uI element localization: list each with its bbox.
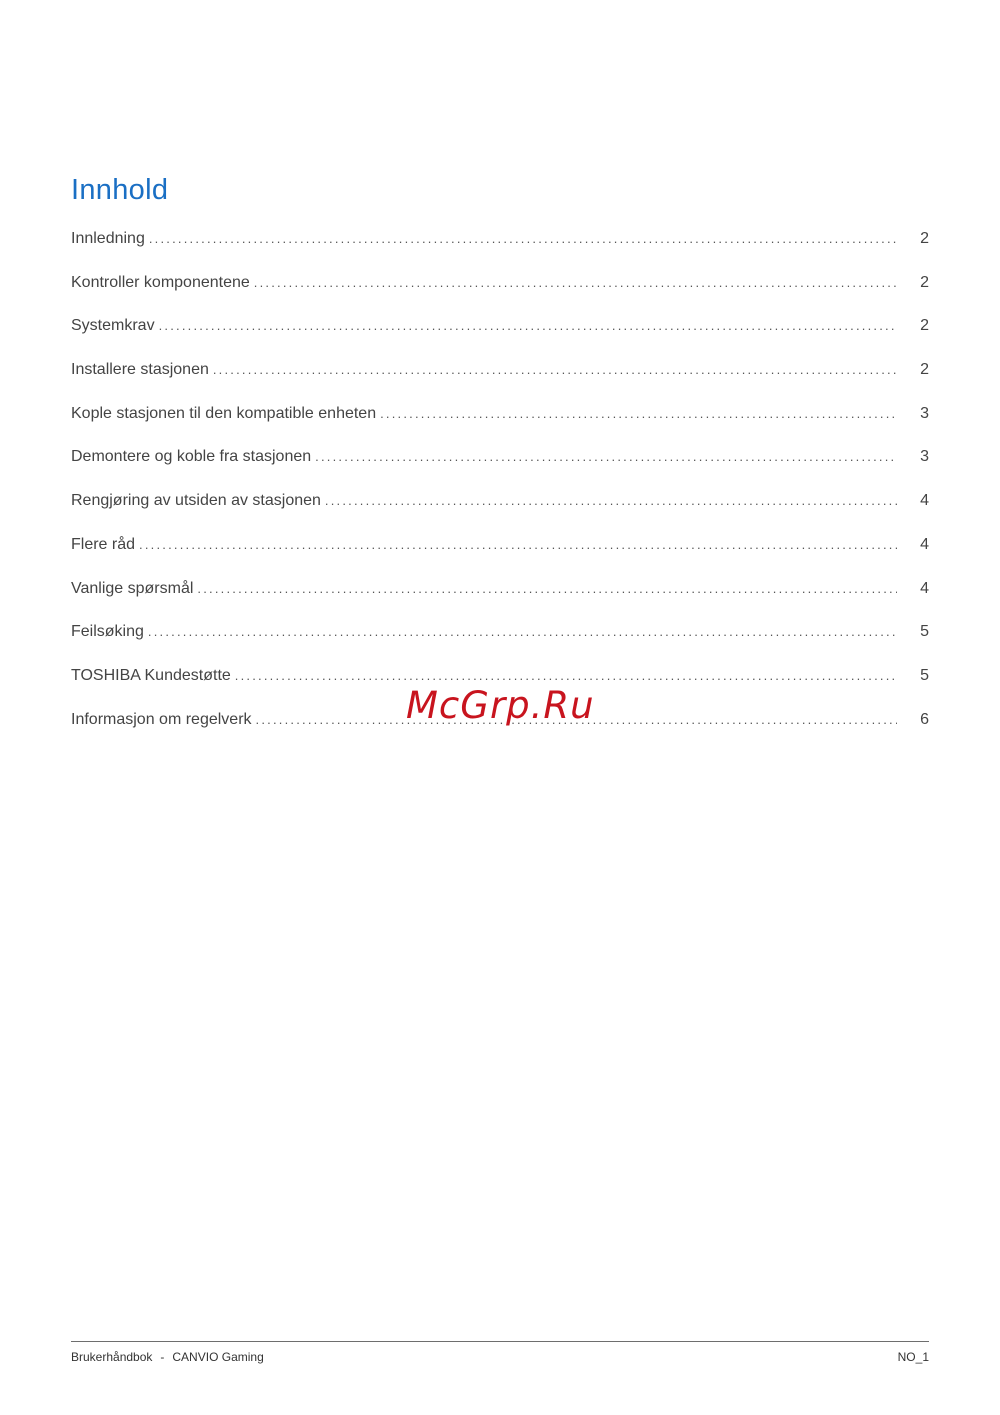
toc-entry-title: Rengjøring av utsiden av stasjonen [71,492,321,510]
toc-entry[interactable] [71,395,929,439]
toc-heading: Innhold [71,174,169,206]
toc-entry[interactable] [71,220,929,264]
toc-entry-title: Systemkrav [71,317,155,335]
toc-entry-title: Flere råd [71,535,136,553]
toc-entry-title: Kople stasjonen til den kompatible enheten [71,404,377,422]
toc-entry-title: TOSHIBA Kundestøtte [71,666,231,684]
toc-entry-page: 2 [920,230,929,247]
toc-entry-title: Installere stasjonen [71,361,209,379]
watermark-text: McGrp.Ru [406,684,595,727]
toc-leader-dots [315,438,897,476]
toc-entry[interactable] [71,351,929,395]
toc-leader-dots [159,307,897,345]
toc-entry-page: 2 [920,273,929,291]
footer-doc-title: Brukerhåndbok [71,1350,153,1364]
toc-leader-dots [197,570,897,608]
toc-leader-dots [149,220,897,258]
toc-leader-dots [148,613,897,651]
toc-entry-page: 5 [920,623,929,641]
toc-entry[interactable] [71,570,929,614]
toc-leader-dots [139,526,897,564]
footer-separator: - [160,1350,165,1364]
toc-entry[interactable] [71,482,929,526]
footer-product-name: CANVIO Gaming [172,1350,264,1364]
toc-entry-page: 2 [920,361,929,379]
toc-entry-page: 4 [920,492,929,510]
toc-entry-page: 3 [920,448,929,466]
toc-entry[interactable] [71,307,929,351]
toc-entry-page: 3 [920,404,929,422]
footer-doc-info [71,1348,264,1366]
toc-leader-dots [325,482,897,520]
toc-entry-page: 6 [920,710,929,728]
toc-leader-dots [254,264,897,302]
toc-leader-dots [213,351,897,389]
toc-entry[interactable] [71,526,929,570]
toc-entry[interactable] [71,264,929,308]
toc-entry-title: Vanlige spørsmål [71,579,194,597]
toc-list [71,220,929,744]
toc-entry-title: Demontere og koble fra stasjonen [71,448,312,466]
toc-entry-page: 4 [920,535,929,553]
page-footer [71,1348,929,1366]
toc-leader-dots [380,395,897,433]
toc-entry[interactable] [71,613,929,657]
footer-page-label: NO_1 [897,1350,929,1364]
toc-entry-title: Feilsøking [71,623,144,641]
toc-entry-page: 4 [920,579,929,597]
footer-divider [71,1341,929,1342]
toc-entry[interactable] [71,438,929,482]
toc-entry-page: 2 [920,317,929,335]
toc-entry-page: 5 [920,666,929,684]
toc-entry-title: Informasjon om regelverk [71,710,252,728]
toc-entry-title: Kontroller komponentene [71,273,250,291]
toc-entry-title: Innledning [71,230,145,247]
